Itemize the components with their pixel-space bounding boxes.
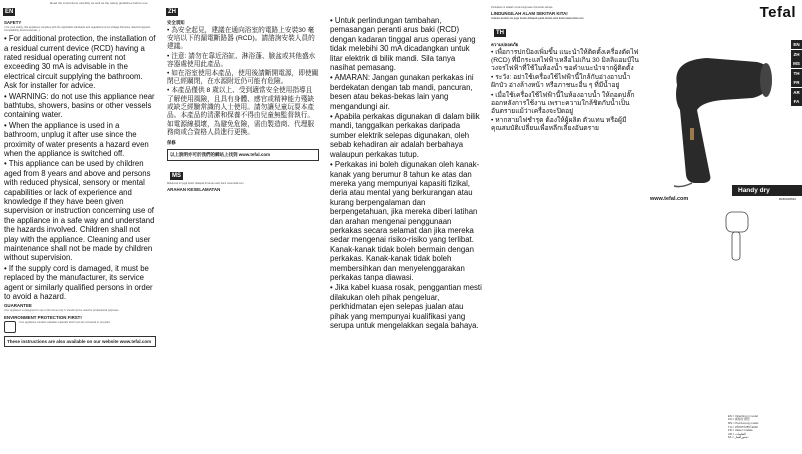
safety-title: SAFETY <box>4 20 22 25</box>
th-rcd-advice: • เพื่อการปกป้องเพิ่มขึ้น แนะนำให้ติดตั้งเครื่องตัดไฟ (RCD) ที่มีกระแสไฟฟ้าเหลือไม่เกิน 30 มิลลิแอมป์ในวงจรไฟฟ้าที่ใช้ในห้องน้ำ ขอคำแนะนำจากผู้ติดตั้ง <box>491 48 639 72</box>
website-url: www.tefal.com <box>650 196 689 202</box>
ms-rcd-advice: • Untuk perlindungan tambahan, pemasangan peranti arus baki (RCD) dengan kadaran tinggal arus operasi yang tidak melebihi 30 mA dicadangkan untuk litar elektrik di bilik mandi. Sila tanya nasihat pemasang. <box>330 16 476 73</box>
environment-row <box>4 321 156 333</box>
intro-text: • For your safety, this appliance complies with the applicable standards and regulations (Low Voltage Directive, Electromagnetic Compatibility, Environmental…). <box>4 26 151 33</box>
en-rcd-advice: • For additional protection, the installation of a residual current device (RCD) having a rated residual operating current not exceeding 30 mA is advisable in the electrical circuit supplying the bathroom. Ask for installer for advice. <box>4 34 156 91</box>
lang-en: EN <box>791 40 802 49</box>
environment-text: Your appliance contains valuable materials which can be recovered or recycled. <box>19 320 111 324</box>
recycle-icon <box>4 321 16 333</box>
zh-rcd-advice: • 為安全起見，建議在通向浴室的電路上安裝30 毫安培以下的漏電斷路器 (RCD)。請諮詢安裝人員的建議。 <box>167 27 315 51</box>
lang-zh: ZH <box>791 50 802 59</box>
zh-title: 安全須知 <box>167 20 185 25</box>
th-safety-body <box>491 49 640 134</box>
lang-th: TH <box>791 69 802 78</box>
th-cord-note: • หากสายไฟชำรุด ต้องให้ผู้ผลิต ตัวแทน หรือผู้มีคุณสมบัติเปลี่ยนเพื่อหลีกเลี่ยงอันตราย <box>491 117 627 133</box>
zh-footer-box <box>167 149 319 161</box>
guarantee-title: GUARANTEE <box>4 303 32 309</box>
ms-children-note: • Perkakas ini boleh digunakan oleh kanak-kanak yang berumur 8 tahun ke atas dan mereka yang mempunyai kapasiti fizikal, deria atau mental yang berkurangan atau kurang berpengalaman dan berpengetahuan, jika mereka diberi latihan dan arahan mengenai penggunaan perkakas secara selamat dan jika mereka sedar mengenai risiko-risiko yang terlibat. Kanak-kanak tidak boleh bermain dengan perkakas. Kanak-kanak tidak boleh membersihkan dan menyelenggarakan perkakas tanpa diawasi. <box>330 160 480 282</box>
en-footer-box: These instructions are also available on our website www.tefal.com <box>4 336 156 347</box>
th-section-title: ความปลอดภัย <box>491 41 519 47</box>
panel-thai <box>487 0 644 454</box>
language-column <box>791 40 802 107</box>
language-tag-th: TH <box>496 29 504 36</box>
language-tag-zh: ZH <box>168 9 176 15</box>
guarantee-text: Your appliance is designed for use in the home only. It should not be used for professional purposes. <box>4 309 120 313</box>
reference-code: R180018622 <box>778 197 796 201</box>
dryer-diagram <box>724 210 750 262</box>
lang-fr: FR <box>791 78 802 87</box>
language-tag-ms-start: MS <box>172 172 181 179</box>
zh-children-note: • 本產品僅供 8 歲以上、受到適當安全使用指導且了解使用風險，且具有身體、感官或精神能力殘缺或缺乏經驗常識的人士使用。請勿讓兒童玩耍本產品。本產品的清潔和保養不得由兒童無監督執行。 <box>167 87 315 120</box>
id-footer: Arahan-arahan ini juga boleh didapati pada laman web kami www.tefal.com <box>491 17 584 21</box>
th-warning: • ระวัง: อย่าใช้เครื่องใช้ไฟฟ้านี้ใกล้กับอ่างอาบน้ำ ฝักบัว อ่างล้างหน้า หรือภาชนะอื่น ๆ ที่มีน้ำอยู่ <box>491 74 631 90</box>
hair-dryer-illustration <box>662 40 782 190</box>
zh-cord-note: 如電源線損壞，為避免危險，需由製造商、代理服務商或合資格人員進行更換。 <box>167 121 315 137</box>
zh-footer-web: www.tefal.com <box>238 151 271 157</box>
legend-item: MS = Pemborong model <box>728 421 759 426</box>
ms-bathroom-note: • Apabila perkakas digunakan di dalam bilik mandi, tanggalkan perkakas daripada sumber elektrik selepas digunakan, oleh sebab kehadiran air adalah berbahaya walaupun perkakas tutup. <box>330 112 480 159</box>
en-bathroom-note: • When the appliance is used in a bathroom, unplug it after use since the proximity of water presents a hazard even when the appliance is switched off. <box>4 120 149 158</box>
panel-english <box>0 0 160 454</box>
en-cord-note: • If the supply cord is damaged, it must be replaced by the manufacturer, its service agent or similarly qualified persons in order to avoid a hazard. <box>4 263 153 302</box>
panel-cover <box>644 0 802 454</box>
zh-warning: • 注意: 請勿在靠近浴缸、淋浴蓬、臉盆或其他盛水容器處使用此產品。 <box>167 52 316 68</box>
ms-warning: • AMARAN: Jangan gunakan perkakas ini berdekatan dengan tab mandi, pancuran, besen atau bekas-bekas lain yang mengandungi air. <box>330 73 474 111</box>
product-name-band: Handy dry <box>732 185 802 196</box>
legend-item: FA = دستورالعمل <box>728 435 749 440</box>
zh-safety-body <box>167 27 319 138</box>
ms-note: Maklumat ini juga boleh didapati di laman web kami www.tefal.com <box>167 181 244 185</box>
lang-ms: MS <box>791 59 802 68</box>
lang-ar: AR <box>791 88 802 97</box>
legend <box>728 415 798 440</box>
id-title: LINDUNGILAH ALAM SEKITAR KITA! <box>491 11 568 17</box>
legend-item: ZH = 模特的 模型 <box>728 417 750 422</box>
zh-footer-text: 以上說明亦可於我們的網站上找到 <box>170 151 238 157</box>
zh-bathroom-note: • 如在浴室使用本產品，使用後請斷開電源，即使關閉已經關閉，在水源附近仍可能有危險。 <box>167 70 319 86</box>
language-tag-en: EN <box>5 9 14 15</box>
panel-chinese <box>163 0 323 454</box>
th-bathroom-note: • เมื่อใช้เครื่องใช้ไฟฟ้านี้ในห้องอาบน้ำ ให้ถอดปลั๊กออกหลังการใช้งาน เพราะความใกล้ชิดกับน้ำเป็นอันตรายแม้ว่าเครื่องจะปิดอยู่ <box>491 91 635 116</box>
en-safety-body <box>4 34 156 301</box>
legend-item: FR = Valeur modèle <box>728 428 753 433</box>
legend-item: AR = التعليمات <box>728 431 746 436</box>
ms-arahan-title: ARAHAN KESELAMATAN <box>167 186 221 192</box>
id-note: Perkakas ini adalah untuk kegunaan domestik sahaja. <box>491 6 554 9</box>
tefal-logo: Tefal <box>759 4 796 21</box>
en-warning: • WARNING: do not use this appliance near bathtubs, showers, basins or other vessels containing water. <box>4 91 155 120</box>
lang-fa: FA <box>791 97 802 106</box>
ms-cord-note: • Jika kabel kuasa rosak, penggantian mesti dilakukan oleh pihak pengeluar, perkhidmatan ejen selepas jualan atau pihak yang mempunyai kualifikasi yang serupa untuk mengelakkan segala bahaya. <box>330 283 482 330</box>
en-children-note: • This appliance can be used by children aged from 8 years and above and persons with reduced physical, sensory or mental capabilities or lack of experience and knowledge if they have been given supervision or instruction concerning use of the appliance in a safe way and understand the hazards involved. Children shall not play with the appliance. Cleaning and user maintenance shall not be made by children without supervision. <box>4 159 155 263</box>
zh-guarantee-title: 保修 <box>167 139 176 145</box>
legend-item: EN = Inheriting in model <box>728 413 758 418</box>
panel-malay <box>326 0 486 454</box>
environment-title: ENVIRONMENT PROTECTION FIRST! <box>4 314 82 320</box>
ms-safety-body <box>330 16 482 330</box>
legend-item: TH = หน้าตรวจรับโมเดล <box>728 424 758 429</box>
header-note: Read the instructions carefully as well as the safety guidelines before use. <box>50 1 149 5</box>
